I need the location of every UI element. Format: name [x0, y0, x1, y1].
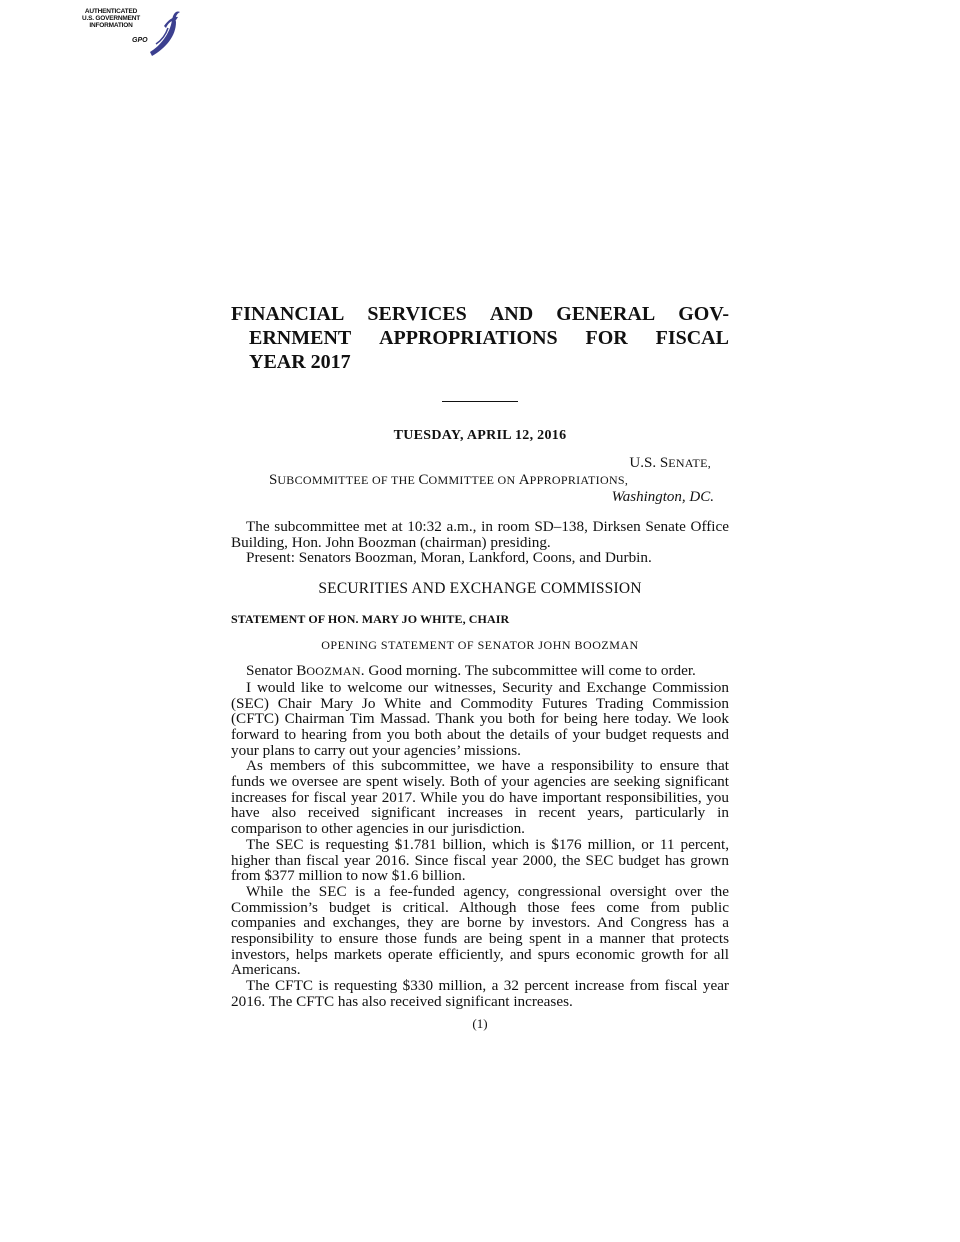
senate-block — [231, 455, 729, 506]
hearing-location: Washington, DC. — [611, 489, 714, 505]
title-line-2 — [231, 326, 729, 350]
statement-heading: STATEMENT OF HON. MARY JO WHITE, CHAIR — [231, 612, 510, 627]
body-paragraph: The CFTC is requesting $330 million, a 32 percent increase from fiscal year 2016. The CFTC has also received significant increases. — [231, 977, 729, 1010]
title-word: GENERAL — [556, 303, 656, 325]
title-divider — [442, 401, 518, 402]
title-word: GOV- — [678, 303, 729, 325]
present-paragraph: Present: Senators Boozman, Moran, Lankford, Coons, and Durbin. — [246, 549, 652, 567]
seal-line-1: AUTHENTICATED — [84, 8, 138, 15]
title-word: ERNMENT — [249, 327, 352, 349]
body-paragraph: As members of this subcommittee, we have a responsibility to ensure that funds we oversee are spent wisely. Both of your agencies are seeking significant increases for fiscal year 2017. While you do have important responsibilities, you have also received significant increases in recent years, particularly in comparison to other agencies in our jurisdiction. — [231, 757, 729, 838]
title-word: APPROPRIATIONS — [379, 327, 558, 349]
seal-line-3: INFORMATION — [89, 22, 133, 29]
gpo-authentication-seal — [68, 6, 188, 58]
hearing-date: TUESDAY, APRIL 12, 2016 — [393, 428, 567, 443]
body-paragraph: I would like to welcome our witnesses, Security and Exchange Commission (SEC) Chair Mary Jo White and Commodity Futures Trading Commission (CFTC) Chairman Tim Massad. Thank you both for being here today. We look forward to hearing from you both about the details of your budget requests and your plans to carry out your agencies’ missions. — [231, 678, 729, 759]
title-word: AND — [489, 303, 534, 325]
senate-name: U.S. SENATE, — [629, 455, 711, 471]
speaker-paragraph: Senator BOOZMAN. Good morning. The subcommittee will come to order. — [246, 662, 696, 680]
hearing-title — [231, 302, 729, 374]
title-word: FINANCIAL — [231, 303, 345, 325]
opening-statement-heading: OPENING STATEMENT OF SENATOR JOHN BOOZMAN — [321, 638, 639, 653]
section-heading: SECURITIES AND EXCHANGE COMMISSION — [318, 580, 642, 598]
subcommittee-name: SUBCOMMITTEE OF THE COMMITTEE ON APPROPRIATIONS, — [269, 472, 629, 488]
seal-line-2: U.S. GOVERNMENT — [81, 15, 141, 22]
body-paragraph: While the SEC is a fee-funded agency, congressional oversight over the Commission’s budget is critical. Although those fees come from public companies and exchanges, they are borne by investors. And Congress has a responsibility to ensure those funds are being spent in a manner that protects investors, helps markets operate efficiently, and spurs economic growth for all Americans. — [231, 882, 729, 979]
intro-paragraph: The subcommittee met at 10:32 a.m., in room SD–138, Dirksen Senate Office Building, Hon. John Boozman (chairman) presiding. — [231, 518, 729, 551]
main-content — [231, 302, 729, 1031]
title-word: FOR — [585, 327, 628, 349]
body-paragraph: The SEC is requesting $1.781 billion, which is $176 million, or 11 percent, higher than fiscal year 2016. Since fiscal year 2000, the SEC budget has grown from $377 million to now $1.6 billion. — [231, 835, 729, 885]
title-line-1 — [231, 302, 729, 326]
title-word: SERVICES — [367, 303, 467, 325]
title-line-3 — [231, 350, 729, 374]
seal-gpo-text: GPO — [132, 37, 148, 44]
page-number: (1) — [472, 1015, 488, 1031]
title-word: FISCAL — [655, 327, 729, 349]
title-word: YEAR 2017 — [249, 351, 351, 373]
